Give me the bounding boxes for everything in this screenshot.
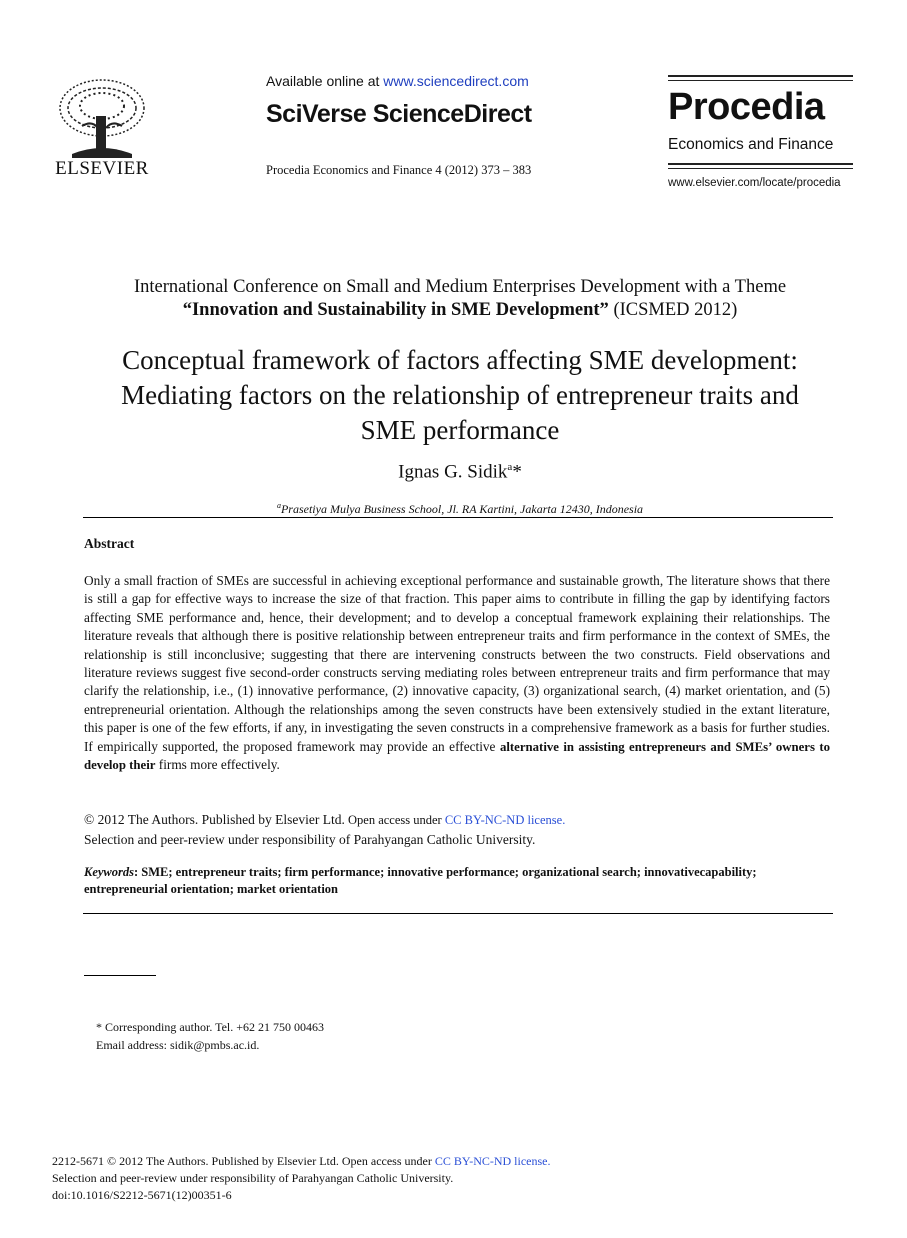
procedia-subtitle: Economics and Finance xyxy=(668,136,834,153)
peer-review-line: Selection and peer-review under responsibility of Parahyangan Catholic University. xyxy=(52,1171,454,1185)
title-line: Mediating factors on the relationship of entrepreneur traits and xyxy=(121,380,799,410)
email-address: Email address: sidik@pmbs.ac.id. xyxy=(96,1038,260,1052)
author: Ignas G. Sidik$^a$* xyxy=(398,461,522,483)
procedia-rule xyxy=(668,80,853,81)
conference-line-1: International Conference on Small and Medium Enterprises Development with a Theme xyxy=(133,277,787,297)
sciencedirect-link[interactable]: www.sciencedirect.com xyxy=(383,73,529,89)
procedia-rule xyxy=(668,168,853,169)
divider xyxy=(83,517,833,518)
elsevier-wordmark: ELSEVIER xyxy=(55,158,149,179)
corresponding-author: * Corresponding author. Tel. +62 21 750 00463 xyxy=(96,1020,325,1034)
title-line: SME performance xyxy=(360,415,560,445)
affiliation: $^a$Prasetiya Mulya Business School, Jl. RA Kartini, Jakarta 12430, Indonesia xyxy=(276,501,644,516)
keywords: Keywords: SME; entrepreneur traits; firm performance; innovative performance; organizational search; innovativecapability; entrepreneurial orientation; market orientation xyxy=(84,865,757,896)
journal-citation: Procedia Economics and Finance 4 (2012) 373 – 383 xyxy=(266,163,532,177)
paper-title xyxy=(60,343,860,448)
copyright: © 2012 The Authors. Published by Elsevier Ltd. Open access under CC BY-NC-ND license. Selection and peer-review under responsibility of Parahyangan Catholic University. xyxy=(84,812,566,847)
conference-line-2: “Innovation and Sustainability in SME Development” (ICSMED 2012) xyxy=(182,300,738,320)
available-online: Available online at www.sciencedirect.com xyxy=(266,73,529,89)
divider xyxy=(83,913,833,914)
procedia-rule xyxy=(668,163,853,165)
procedia-rule xyxy=(668,75,853,77)
abstract-body: Only a small fraction of SMEs are successful in achieving exceptional performance and sustainable growth, The literature shows that there is still a gap for effective ways to increase the size of that fraction. This paper aims to contribute in filling the gap by identifying factors affecting SME performance and, hence, their development; and to develop a conceptual framework explaining their relationships. The literature reveals that although there is positive relationship between entrepreneur traits and firm performance in the context of SMEs, the relationship is still inconclusive; suggesting that there are intervening constructs between the two constructs. Field observations and literature reviews suggest five second-order constructs serving mediating roles between entrepreneur traits and firm performance that may clarify the relationship, i.e., (1) innovative performance, (2) innovative capacity, (3) organizational search, (4) market orientation, and (5) entrepreneurial orientation. Although the relationships among the seven constructs have been extensively studied in the extant literature, this paper is one of the few efforts, if any, in investigating the seven constructs in a comprehensive framework as a basis for further studies. If empirically supported, the proposed framework may provide an effective alternative in assisting entrepreneurs and SMEs’ owners to develop their firms more effectively. xyxy=(84,573,830,773)
license-link[interactable]: CC BY-NC-ND license. xyxy=(434,1154,551,1168)
issn-line: 2212-5671 © 2012 The Authors. Published by Elsevier Ltd. Open access under CC BY-NC-ND license. xyxy=(52,1154,551,1168)
procedia-logo: Procedia xyxy=(668,86,825,128)
doi[interactable]: doi:10.1016/S2212-5671(12)00351-6 xyxy=(52,1188,232,1202)
procedia-url[interactable]: www.elsevier.com/locate/procedia xyxy=(668,177,841,189)
license-link[interactable]: CC BY-NC-ND license. xyxy=(444,813,566,827)
sciverse-logo: SciVerse ScienceDirect xyxy=(266,100,532,128)
footnote-rule xyxy=(84,975,156,976)
abstract-heading: Abstract xyxy=(84,536,135,551)
title-line: Conceptual framework of factors affecting SME development: xyxy=(122,345,798,375)
